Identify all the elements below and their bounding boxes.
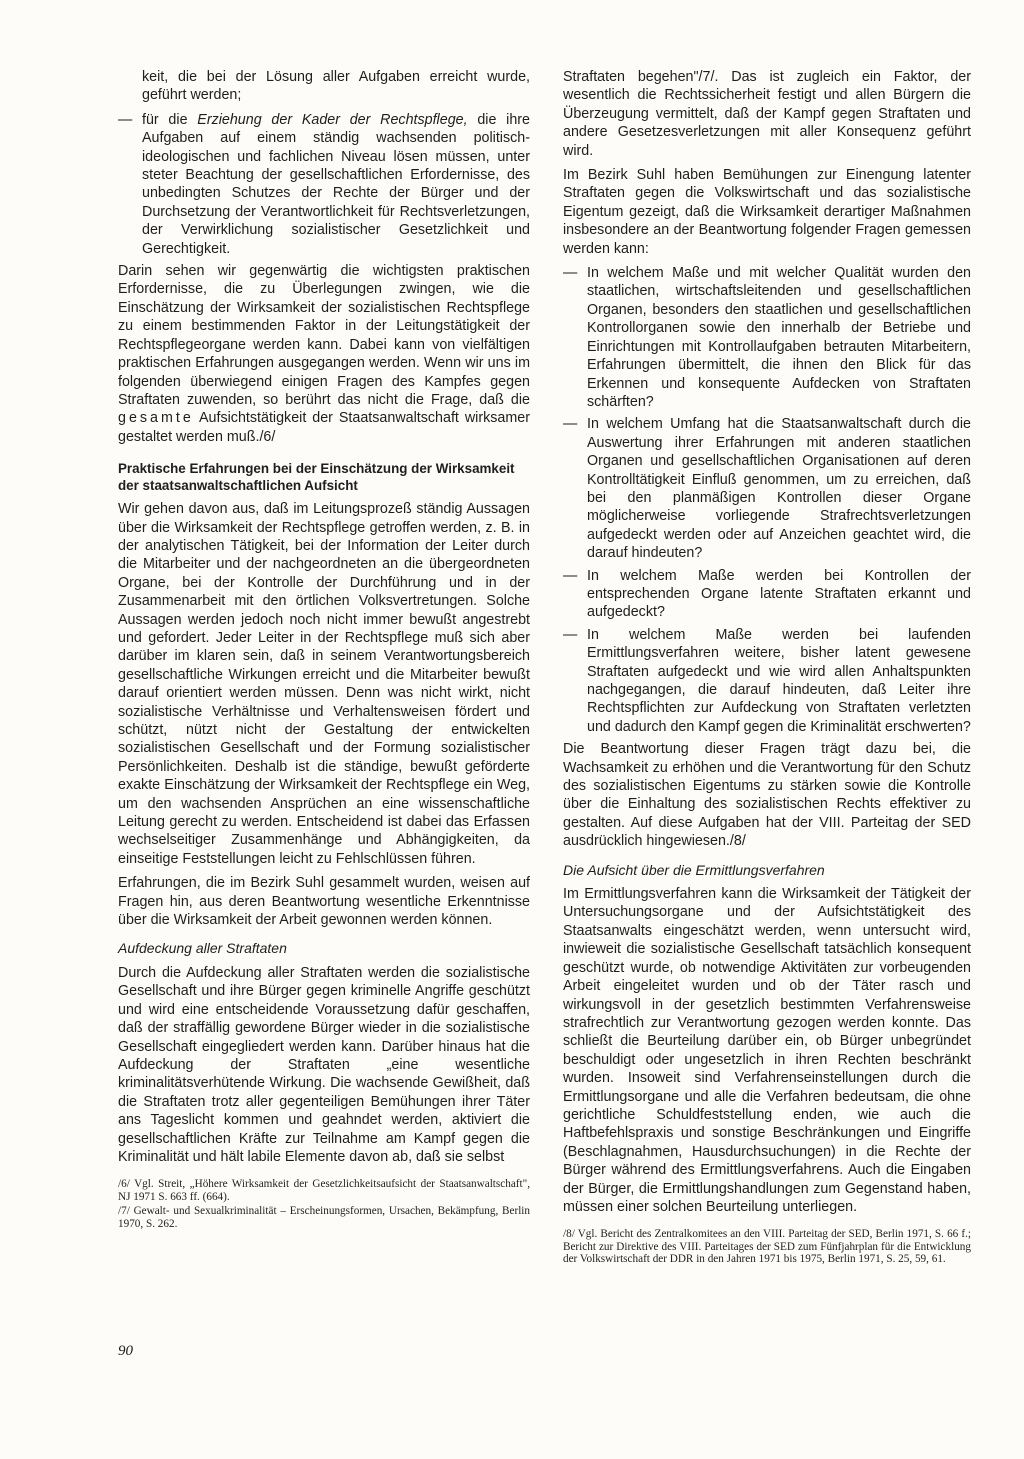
footnote: /8/ Vgl. Bericht des Zentralkomitees an den VIII. Parteitag der SED, Berlin 1971, S. 66 f.; Bericht zur Direktive des VIII. Parteitages der SED zum Fünfjahrplan für die Entwicklung der Volkswirtschaft der DDR in den Jahren 1971 bis 1975, Berlin 1971, S. 25, 59, 61. bbox=[563, 1228, 971, 1266]
spaced-emphasis: gesamte bbox=[118, 410, 194, 427]
text-run: Darin sehen wir gegenwärtig die wichtigsten praktischen Erfordernisse, die zu Überlegungen zwingen, wie die Einschätzung der Wirksamkeit der sozialistischen Rechtspflege zu einem bestimmenden Faktor in der Leitungstätigkeit der Rechtspflegeorgane werden kann. Dabei kann von vielfältigen praktischen Erfahrungen ausgegangen werden. Wenn wir uns im folgenden überwiegend einigen Fragen des Kampfes gegen Straftaten zuwenden, so berührt das nicht die Frage, daß die bbox=[118, 263, 530, 408]
paragraph: Straftaten begehen"/7/. Das ist zugleich ein Faktor, der wesentlich die Rechtssicherheit festigt und allen Bürgern die Überzeugung vermittelt, daß der Kampf gegen Straftaten und andere Gesetzesverletzungen mit aller Konsequenz geführt wird. bbox=[563, 69, 971, 159]
left-column bbox=[118, 68, 530, 1232]
list-item bbox=[563, 567, 971, 622]
footnotes bbox=[118, 1178, 530, 1230]
list-item-text: In welchem Maße werden bei laufenden Ermittlungsverfahren weitere, bisher latent gewesene Straftaten aufgedeckt und wie wird allen Anhaltspunkten nachgegangen, die darauf hindeuten, daß Leiter ihre Rechtspflichten zur Aufdeckung von Straftaten verletzten und dadurch den Kampf gegen die Kriminalität erschwerten? bbox=[587, 626, 971, 735]
list-item-text: In welchem Umfang hat die Staatsanwaltschaft durch die Auswertung ihrer Erfahrungen mit anderen staatlichen Organen und gesellschaftlichen Organisationen auf deren Kontrolltätigkeit Einfluß genommen, um zu erreichen, daß bei den planmäßigen Kontrollen dieser Organe möglicherweise vorliegende Strafrechtsverletzungen aufgedeckt werden oder auf Anzeichen geachtet wird, die darauf hindeuten? bbox=[587, 416, 971, 562]
dash-marker: — bbox=[118, 111, 133, 128]
list-item bbox=[563, 626, 971, 736]
subsection-heading: Aufdeckung aller Straftaten bbox=[118, 940, 287, 957]
footnotes bbox=[563, 1228, 971, 1266]
footnote: /6/ Vgl. Streit, „Höhere Wirksamkeit der Gesetzlichkeitsaufsicht der Staatsanwaltschaft", NJ 1971 S. 663 ff. (664). bbox=[118, 1178, 530, 1203]
emphasis-text: Erziehung der Kader der Rechtspflege, bbox=[197, 111, 468, 128]
text-run: Aufsichtstätigkeit der Staatsanwaltschaft wirksamer gestaltet werden muß./6/ bbox=[118, 410, 530, 445]
list-item bbox=[563, 264, 971, 411]
section-heading: Praktische Erfahrungen bei der Einschätzung der Wirksamkeit der staatsanwaltschaftlichen Aufsicht bbox=[118, 461, 515, 494]
text-run: für die bbox=[142, 111, 198, 128]
page-number: 90 bbox=[118, 1343, 133, 1359]
dash-marker: — bbox=[563, 416, 578, 433]
list-item bbox=[118, 111, 530, 258]
paragraph: Die Beantwortung dieser Fragen trägt dazu bei, die Wachsamkeit zu erhöhen und die Verantwortung für den Schutz des sozialistischen Eigentums zu stärken sowie die Kontrolle über die Einhaltung des sozialistischen Rechts effektiver zu gestalten. Auf diese Aufgaben hat der VIII. Parteitag der SED ausdrücklich hingewiesen./8/ bbox=[563, 741, 971, 850]
dash-marker: — bbox=[563, 265, 578, 282]
right-column bbox=[563, 68, 971, 1268]
paragraph: keit, die bei der Lösung aller Aufgaben erreicht wurde, geführt werden; bbox=[142, 69, 530, 104]
paragraph: Im Ermittlungsverfahren kann die Wirksamkeit der Tätigkeit der Untersuchungsorgane und der Aufsichtstätigkeit des Staatsanwalts eingeschätzt werden, wenn untersucht wird, inwieweit die sozialistische Gesellschaft tatsächlich konsequent geschützt wurde, ob notwendige Aktivitäten zur vorbeugenden Arbeit eingeleitet wurden und ob der Täter rasch und wirkungsvoll in der gesetzlich bestimmten Verfahrensweise strafrechtlich zur Verantwortung gezogen werden konnte. Das schließt die Beurteilung darüber ein, ob Bürger unbegründet beschuldigt oder ungesetzlich in ihren Rechten beschränkt wurden. Insoweit sind Verfahrenseinstellungen durch die Ermittlungsorgane und alle die Verfahren bedeutsam, die ohne gerichtliche Schuldfeststellung enden, wie auch die Haftbefehlspraxis und sonstige Beschränkungen und Eingriffe (Beschlagnahmen, Hausdurchsuchungen) in die Rechte der Bürger während des Ermittlungsverfahrens. Auch die Eingaben der Bürger, die Ermittlungshandlungen zum Gegenstand haben, müssen einer solchen Beurteilung unterliegen. bbox=[563, 886, 971, 1215]
list-item-text: In welchem Maße und mit welcher Qualität wurden den staatlichen, wirtschaftsleitenden und gesellschaftlichen Organen, besonders den staatlichen und gesellschaftlichen Kontrollorganen sowie den innerhalb der Betriebe und Einrichtungen mit Kontrollaufgaben betrauten Mitarbeitern, Erfahrungen übermittelt, die ihnen den Blick für das Erkennen und konsequente Aufdecken von Straftaten schärften? bbox=[587, 265, 971, 410]
list-item-text bbox=[142, 111, 530, 258]
dash-marker: — bbox=[563, 626, 578, 643]
text-run: die ihre Aufgaben auf einem ständig wachsenden politisch-ideologischen und fachlichen Niveau lösen müssen, unter steter Beachtung der gesellschaftlichen Erfordernisse, des unbedingten Schutzes der Rechte der Bürger und der Durchsetzung der Verantwortlichkeit für Rechtsverletzungen, der Verwirklichung sozialistischer Gesetzlichkeit und Gerechtigkeit. bbox=[142, 111, 530, 257]
paragraph: Wir gehen davon aus, daß im Leitungsprozeß ständig Aussagen über die Wirksamkeit der Rechtspflege getroffen werden, z. B. in der analytischen Tätigkeit, bei der Information der Leiter durch die Mitarbeiter und der nachgeordneten an die übergeordneten Organe, bei der Kontrolle der Durchführung und in der Zusammenarbeit mit den örtlichen Volksvertretungen. Solche Aussagen werden jedoch noch nicht immer bewußt angestrebt und gefordert. Jeder Leiter in der Rechtspflege muß sich aber darüber im klaren sein, daß in seinem Verantwortungsbereich gesellschaftliche Wirkungen erreicht und die Mitarbeiter bewußt darauf orientiert werden müssen. Denn was nicht wirkt, nicht sozialistische Verhältnisse und Verhaltensweisen fördert und schützt, nützt nicht der Gestaltung der entwickelten sozialistischen Gesellschaft und der Formung sozialistischer Persönlichkeiten. Deshalb ist die ständige, bewußt geförderte exakte Einschätzung der Wirksamkeit der Rechtspflege ein Weg, um den wachsenden Ansprüchen an eine wissenschaftliche Leitung gerecht zu werden. Entscheidend ist dabei das Erfassen wechselseitiger Zusammenhänge und Abhängigkeiten, da einseitige Feststellungen leicht zu Fehlschlüssen führen. bbox=[118, 501, 530, 867]
paragraph: Im Bezirk Suhl haben Bemühungen zur Einengung latenter Straftaten gegen die Volkswirtschaft und das sozialistische Eigentum gezeigt, daß die Wirksamkeit derartiger Maßnahmen insbesondere an der Beantwortung folgender Fragen gemessen werden kann: bbox=[563, 167, 971, 257]
list-item bbox=[563, 415, 971, 562]
dash-marker: — bbox=[563, 567, 578, 584]
subsection-heading: Die Aufsicht über die Ermittlungsverfahren bbox=[563, 861, 825, 878]
paragraph bbox=[118, 262, 530, 446]
paragraph: Durch die Aufdeckung aller Straftaten werden die sozialistische Gesellschaft und ihre Bürger gegen kriminelle Angriffe geschützt und wird eine entscheidende Voraussetzung dafür geschaffen, daß der straffällig gewordene Bürger wieder in die sozialistische Gesellschaft eingegliedert werden kann. Darüber hinaus hat die Aufdeckung der Straftaten „eine wesentliche kriminalitätsverhütende Wirkung. Die wachsende Gewißheit, daß die Straftaten trotz aller gegenteiligen Bemühungen ihrer Täter ans Tageslicht kommen und geahndet werden, aktiviert die gesellschaftlichen Kräfte zur Teilnahme am Kampf gegen die Kriminalität und hält labile Elemente davon ab, daß sie selbst bbox=[118, 964, 530, 1165]
paragraph: Erfahrungen, die im Bezirk Suhl gesammelt wurden, weisen auf Fragen hin, aus deren Beantwortung wesentliche Erkenntnisse über die Wirksamkeit der Arbeit gewonnen werden können. bbox=[118, 875, 530, 929]
list-item-text: In welchem Maße werden bei Kontrollen der entsprechenden Organe latente Straftaten erkannt und aufgedeckt? bbox=[587, 567, 971, 621]
footnote: /7/ Gewalt- und Sexualkriminalität – Erscheinungsformen, Ursachen, Bekämpfung, Berlin 1970, S. 262. bbox=[118, 1205, 530, 1230]
